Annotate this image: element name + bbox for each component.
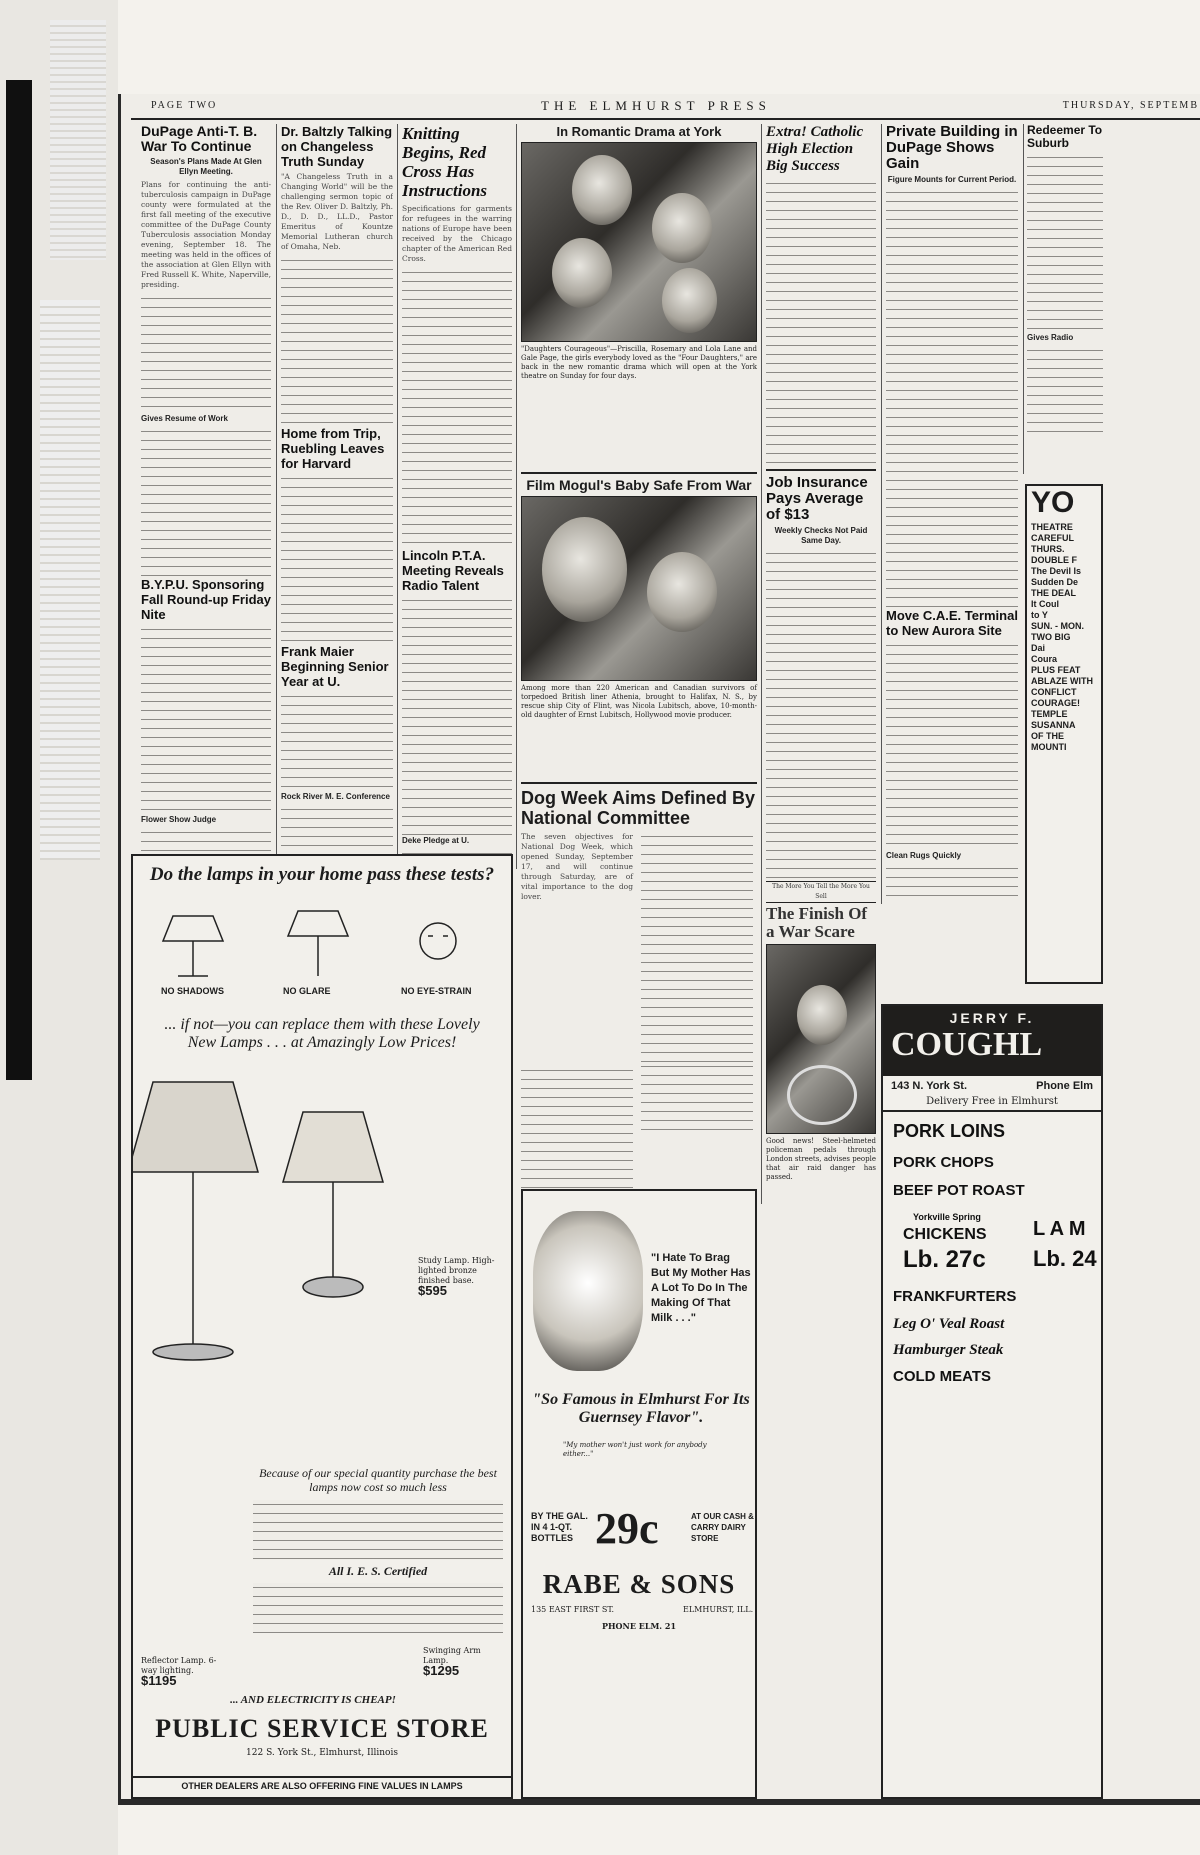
- store-name: PUBLIC SERVICE STORE: [155, 1714, 489, 1743]
- study-lamp-text: Study Lamp. High-lighted bronze finished base.: [418, 1256, 495, 1285]
- face: [542, 517, 627, 622]
- lamp-advertisement: [131, 854, 513, 1799]
- subhead-deke: Deke Pledge at U.: [402, 836, 470, 845]
- meat-owner-last: COUGHL: [891, 1026, 1043, 1063]
- article-text-lines: [402, 596, 512, 836]
- column-5: [766, 124, 876, 1209]
- column-rule: [1023, 124, 1024, 474]
- article-text-lines: [641, 832, 753, 1062]
- headline-baltzly: Dr. Baltzly Talking on Changeless Truth Sunday: [281, 124, 393, 169]
- lamp-test-row: [133, 886, 511, 1016]
- meat-item-cold-meats: COLD MEATS: [893, 1368, 992, 1385]
- ies-certified: All I. E. S. Certified: [328, 1564, 428, 1578]
- headline-catholic-high: Extra! Catholic High Election Big Success: [766, 124, 864, 174]
- photo-caption-lubitsch: Among more than 220 American and Canadian survivors of torpedoed British liner Athenia, brought to Halifax, N. S., by rescue ship City of Flint, was Nicola Lubitsch, above, 10-month-old daughter of Ernst Lubitsch, Hollywood movie producer.: [521, 684, 757, 719]
- column-rule: [761, 124, 762, 1204]
- column-3: [402, 124, 512, 874]
- meat-item-chickens: CHICKENS: [903, 1226, 987, 1243]
- column-rule: [276, 124, 277, 869]
- meat-item-hamburger: Hamburger Steak: [893, 1342, 1004, 1358]
- store-address: 122 S. York St., Elmhurst, Illinois: [246, 1748, 398, 1758]
- headline-cae-terminal: Move C.A.E. Terminal to New Aurora Site: [886, 608, 1018, 638]
- theatre-listing-line: PLUS FEAT: [1031, 665, 1081, 675]
- theatre-logo: YO: [1031, 486, 1075, 519]
- photo-feature-lubitsch: [521, 472, 757, 772]
- page-label: PAGE TWO: [151, 100, 218, 111]
- dairy-brand: RABE & SONS: [542, 1569, 736, 1599]
- photo-lane-sisters: [521, 142, 757, 342]
- meat-item-lamb: L A M: [1033, 1218, 1086, 1240]
- subhead-flower-show: Flower Show Judge: [141, 815, 217, 824]
- adjacent-page-edge: [50, 20, 106, 260]
- filler-tagline: The More You Tell the More You Sell: [766, 881, 876, 903]
- test-no-glare: NO GLARE: [283, 986, 331, 996]
- photo-lubitsch-baby: [521, 496, 757, 681]
- lamp-ad-footer: OTHER DEALERS ARE ALSO OFFERING FINE VALUES IN LAMPS: [133, 1776, 511, 1791]
- swing-lamp-text: Swinging Arm Lamp.: [423, 1646, 481, 1665]
- article-text-lines: [886, 641, 1018, 851]
- study-lamp-desc: [418, 1256, 508, 1296]
- headline-bypu: B.Y.P.U. Sponsoring Fall Round-up Friday Nite: [141, 577, 271, 622]
- article-dog-week-text: The seven objectives for National Dog Week, which opened Sunday, September 17, and will continue through Saturday, are of vital importance to the dog lover.: [521, 832, 633, 901]
- dairy-advertisement: [521, 1189, 757, 1799]
- article-text-lines: [141, 625, 271, 815]
- lamp-illustrations: [133, 1062, 511, 1362]
- masthead: [121, 98, 1200, 118]
- meat-phone: Phone Elm: [1036, 1080, 1093, 1092]
- adjacent-page-text: [40, 300, 100, 860]
- meat-lamb-price: Lb. 24: [1033, 1246, 1097, 1271]
- theatre-ad: [1025, 484, 1103, 984]
- meat-address-row: [883, 1076, 1101, 1096]
- article-text-lines: [402, 268, 512, 548]
- theatre-listing-line: COURAGE!: [1031, 698, 1080, 708]
- theatre-listing-line: THEATRE: [1031, 522, 1073, 532]
- meat-item-frankfurters: FRANKFURTERS: [893, 1288, 1017, 1305]
- headline-maier: Frank Maier Beginning Senior Year at U.: [281, 644, 389, 689]
- column-2: [281, 124, 393, 874]
- headline-private-building: Private Building in DuPage Shows Gain: [886, 124, 1018, 172]
- meat-item-yorkville: Yorkville Spring: [913, 1212, 981, 1222]
- dairy-small-text: "My mother won't just work for anybody either...": [563, 1441, 707, 1458]
- dairy-price: 29c: [595, 1504, 659, 1553]
- theatre-listing-line: DOUBLE F: [1031, 555, 1077, 565]
- theatre-listing-line: The Devil Is: [1031, 566, 1082, 576]
- meat-market-advertisement: [881, 1004, 1103, 1799]
- article-text-lines: [886, 188, 1018, 608]
- electricity-line: ... AND ELECTRICITY IS CHEAP!: [230, 1694, 396, 1706]
- meat-owner-first: JERRY F.: [949, 1010, 1035, 1026]
- lamp-ad-headline: Do the lamps in your home pass these tests?: [149, 864, 495, 885]
- headline-job-insurance: Job Insurance Pays Average of $13: [766, 469, 876, 523]
- dairy-address: 135 EAST FIRST ST.: [531, 1605, 615, 1614]
- article-text-lines: [281, 256, 393, 426]
- subhead-clean-rugs: Clean Rugs Quickly: [886, 851, 962, 860]
- theatre-listing-line: TEMPLE: [1031, 709, 1068, 719]
- test-no-eyestrain: NO EYE-STRAIN: [401, 986, 472, 996]
- ad-text-lines: [253, 1583, 503, 1633]
- article-tb-war: Plans for continuing the anti-tuberculosis campaign in DuPage county were formulated at the first fall meeting of the executive committee of the DuPage County Tuberculosis association Monday evening, September 18. The meeting was held in the offices of the association at Glen Ellyn with Fred Russell K. White, Naperville, presiding.: [141, 180, 271, 289]
- meat-delivery: Delivery Free in Elmhurst: [883, 1096, 1101, 1112]
- dairy-slogan: "So Famous in Elmhurst For Its Guernsey Flavor".: [532, 1391, 750, 1426]
- article-text-lines: [281, 474, 393, 644]
- dairy-cash-carry: AT OUR CASH & CARRY DAIRY STORE: [691, 1512, 754, 1543]
- theatre-listing-line: It Coul: [1031, 599, 1059, 609]
- theatre-listing-line: Sudden De: [1031, 577, 1079, 587]
- article-text-lines: [141, 427, 271, 577]
- quantity-text: Because of our special quantity purchase the best lamps now cost so much less: [259, 1466, 497, 1494]
- meat-item-pot-roast: BEEF POT ROAST: [893, 1182, 1025, 1199]
- headline-lincoln-pta: Lincoln P.T.A. Meeting Reveals Radio Talent: [402, 548, 504, 593]
- face: [552, 238, 612, 308]
- test-illustrations: [133, 886, 511, 986]
- theatre-listing-line: THURS.: [1031, 544, 1065, 554]
- theatre-listing-line: ABLAZE WITH: [1031, 676, 1093, 686]
- meat-ad-banner: [883, 1006, 1101, 1076]
- date-line: THURSDAY, SEPTEMB: [1062, 100, 1199, 111]
- theatre-listing-line: to Y: [1031, 610, 1048, 620]
- subhead-weekly-checks: Weekly Checks Not Paid Same Day.: [774, 526, 868, 545]
- meat-item-veal: Leg O' Veal Roast: [893, 1316, 1005, 1332]
- theatre-listing-line: SUSANNA: [1031, 720, 1076, 730]
- page-bottom-edge: [121, 1799, 1200, 1805]
- photo-feature-york: [521, 124, 757, 464]
- column-rule: [516, 124, 517, 869]
- article-text-lines: [141, 294, 271, 414]
- theatre-listing-line: CONFLICT: [1031, 687, 1077, 697]
- theatre-listing-line: CAREFUL: [1031, 533, 1074, 543]
- photo-caption-york: "Daughters Courageous"—Priscilla, Rosemary and Lola Lane and Gale Page, the girls everybody loved as the "Four Daughters," are back in the new romantic drama which will open at the York theatre on Sunday for four days.: [521, 345, 757, 380]
- article-text-lines: [1027, 153, 1103, 333]
- theatre-listing-line: Dai: [1031, 643, 1046, 653]
- headline-dog-week: Dog Week Aims Defined By National Committee: [521, 788, 756, 828]
- masthead-rule: [131, 118, 1200, 120]
- theatre-listing-line: THE DEAL: [1031, 588, 1076, 598]
- photo-title-york: In Romantic Drama at York: [556, 124, 722, 139]
- dairy-city: ELMHURST, ILL.: [683, 1605, 754, 1614]
- photo-policeman: [766, 944, 876, 1134]
- subhead-season-plans: Season's Plans Made At Glen Ellyn Meeting.: [150, 157, 262, 176]
- test-no-shadows: NO SHADOWS: [161, 986, 224, 996]
- theatre-listing-line: Coura: [1031, 654, 1058, 664]
- newspaper-page: [118, 94, 1200, 1805]
- article-text-lines: [886, 864, 1018, 904]
- meat-item-pork-chops: PORK CHOPS: [893, 1154, 994, 1171]
- column-rule: [881, 124, 882, 904]
- dairy-phone: PHONE ELM. 21: [601, 1621, 677, 1631]
- study-lamp-price: $595: [418, 1283, 447, 1298]
- reflector-lamp-price: $1195: [141, 1673, 177, 1688]
- article-baltzly: "A Changeless Truth in a Changing World" will be the challenging sermon topic of the Rev. Oliver D. Baltzly, Ph. D., D. D., LL.D., Pastor Emeritus of Kountze Memorial Lutheran church of Omaha, Neb.: [281, 172, 393, 251]
- article-text-lines: [766, 179, 876, 469]
- subhead-rock-river: Rock River M. E. Conference: [281, 792, 390, 801]
- calf-illustration: [533, 1211, 643, 1371]
- theatre-listing-line: SUN. - MON.: [1031, 621, 1084, 631]
- article-text-lines: [281, 692, 393, 792]
- meat-address: 143 N. York St.: [891, 1080, 968, 1092]
- headline-war-scare: The Finish Of a War Scare: [766, 904, 868, 941]
- theatre-listing-line: OF THE: [1031, 731, 1064, 741]
- binding-shadow: [6, 80, 32, 1080]
- reflector-lamp-text: Reflector Lamp. 6-way lighting.: [141, 1656, 217, 1675]
- bicycle-wheel: [787, 1065, 857, 1125]
- swing-lamp-desc: [423, 1646, 508, 1676]
- headline-tb-war: DuPage Anti-T. B. War To Continue: [141, 124, 258, 154]
- face: [662, 268, 717, 333]
- dairy-quantity: BY THE GAL. IN 4 1-QT. BOTTLES: [531, 1511, 588, 1543]
- lamp-offer-copy: [253, 1466, 503, 1633]
- column-rule: [397, 124, 398, 869]
- calf-quote: "I Hate To Brag But My Mother Has A Lot To Do In The Making Of That Milk . . .": [651, 1252, 751, 1324]
- lamp-ad-tagline: ... if not—you can replace them with these Lovely New Lamps . . . at Amazingly Low Prices!: [164, 1016, 480, 1051]
- headline-redeemer: Redeemer To Suburb: [1027, 124, 1103, 150]
- photo-title-lubitsch: Film Mogul's Baby Safe From War: [526, 477, 752, 493]
- theatre-listing-line: MOUNTI: [1031, 742, 1067, 752]
- column-7: [1027, 124, 1103, 474]
- reflector-lamp-desc: [141, 1656, 221, 1686]
- meat-item-pork-loins: PORK LOINS: [893, 1121, 1006, 1141]
- theatre-listing: [1027, 520, 1101, 755]
- subhead-figure-mounts: Figure Mounts for Current Period.: [887, 175, 1017, 184]
- scan-margin: [0, 0, 118, 1855]
- theatre-listing-line: TWO BIG: [1031, 632, 1071, 642]
- column-6: [886, 124, 1018, 904]
- swing-lamp-price: $1295: [423, 1663, 460, 1678]
- subhead-resume: Gives Resume of Work: [141, 414, 228, 423]
- headline-ruebling: Home from Trip, Ruebling Leaves for Harvard: [281, 426, 385, 471]
- article-knitting: Specifications for garments for refugees in the warring nations of Europe have been received by the Chicago chapter of the American Red Cross.: [402, 204, 512, 263]
- subhead-gives-radio: Gives Radio: [1027, 333, 1074, 342]
- face: [652, 193, 712, 263]
- face: [647, 552, 717, 632]
- face: [797, 985, 847, 1045]
- article-dog-week: [521, 782, 757, 1182]
- article-text-lines: [1027, 346, 1103, 436]
- face: [572, 155, 632, 225]
- paper-title: THE ELMHURST PRESS: [541, 98, 771, 113]
- photo-caption-policeman: Good news! Steel-helmeted policeman pedals through London streets, advises people that air raid danger has passed.: [766, 1137, 876, 1181]
- article-text-lines: [641, 1062, 753, 1132]
- meat-chicken-price: Lb. 27c: [903, 1246, 986, 1273]
- headline-knitting: Knitting Begins, Red Cross Has Instructions: [402, 124, 488, 200]
- column-1: [141, 124, 271, 874]
- article-text-lines: [766, 549, 876, 879]
- ad-text-lines: [253, 1500, 503, 1560]
